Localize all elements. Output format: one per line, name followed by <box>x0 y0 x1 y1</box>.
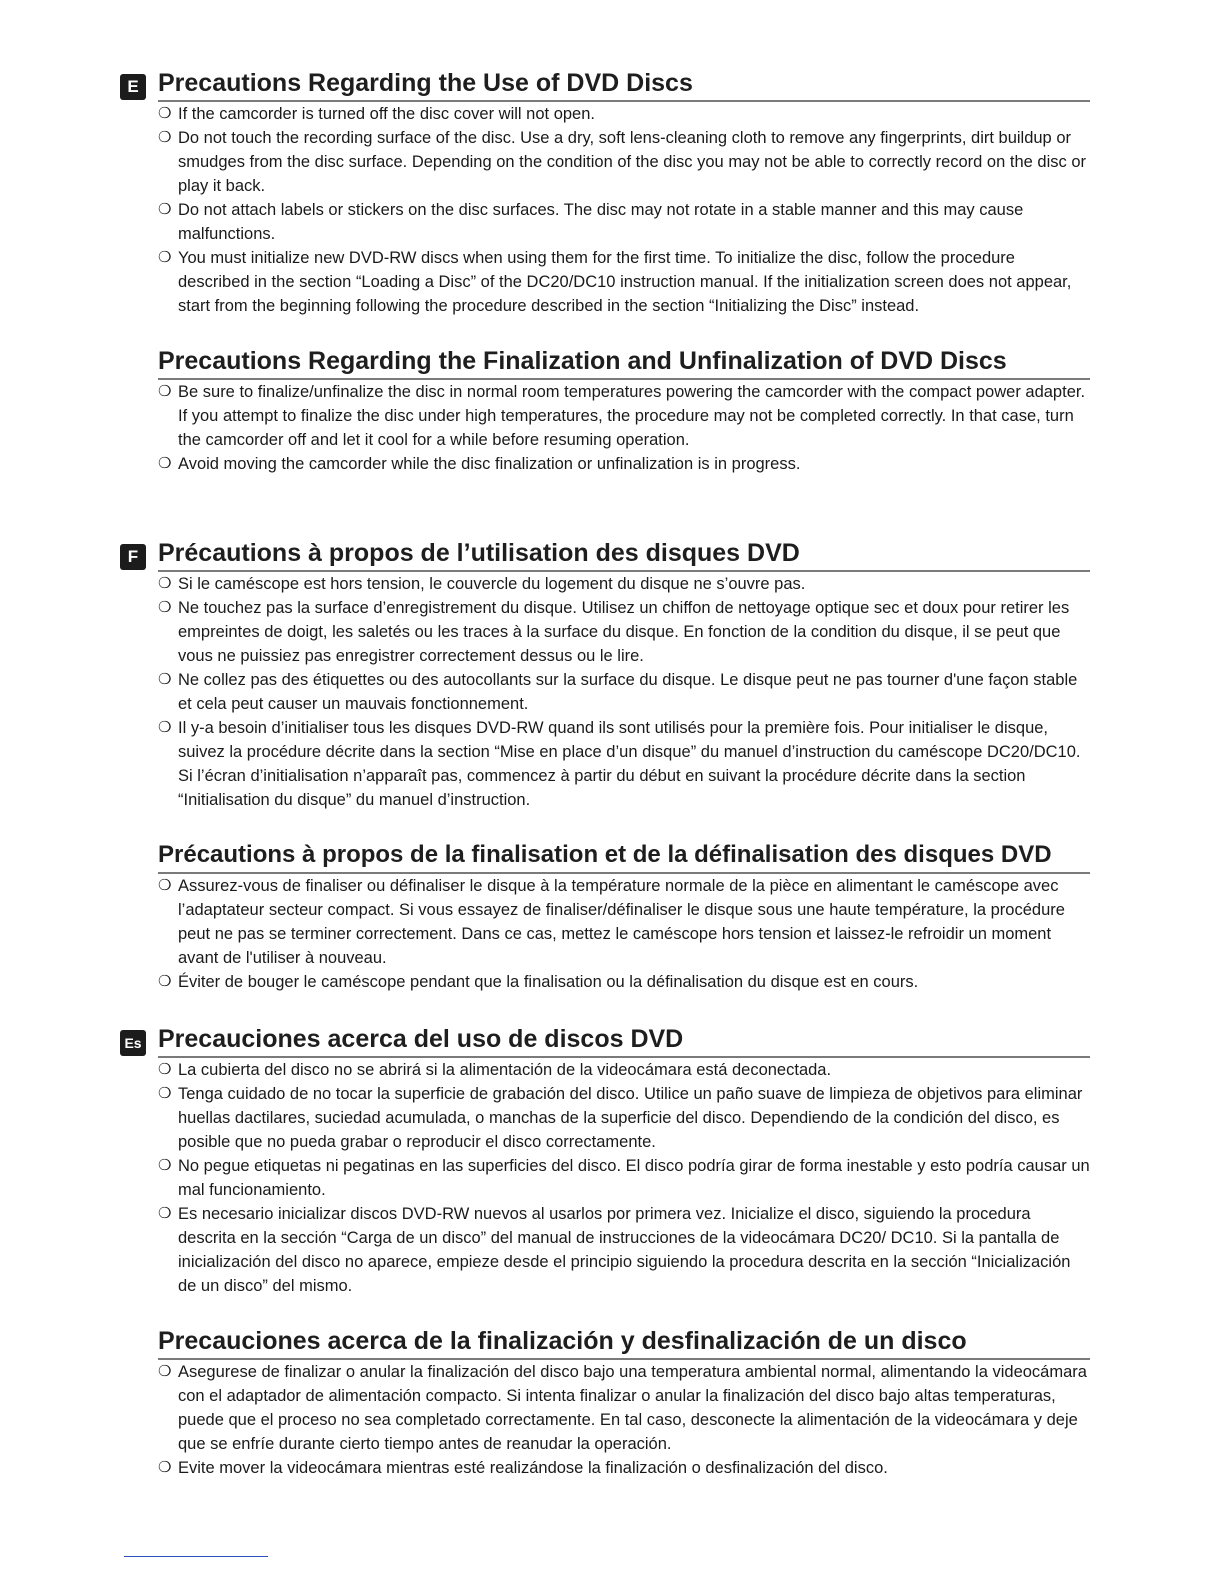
bullet-circle-icon: ❍ <box>158 973 172 990</box>
bullet-list <box>120 1058 1090 1298</box>
list-item-text: Es necesario inicializar discos DVD-RW nuevos al usarlos por primera vez. Inicialize el disco, siguiendo la procedura descrita en la sección “Carga de un disco” del manual de instrucciones de la videocámara DC20/ DC10. Si la pantalla de inicialización del disco no aparece, empieze desde el principio siguiendo la procedura descrita en la sección “Inicialización de un disco” del mismo. <box>178 1205 1071 1295</box>
heading-row <box>120 344 1090 380</box>
language-badge-french: F <box>120 544 146 570</box>
section-heading: Precautions Regarding the Finalization and Unfinalization of DVD Discs <box>158 344 1090 380</box>
list-item-text: No pegue etiquetas ni pegatinas en las superficies del disco. El disco podría girar de forma inestable y esto podría causar un mal funcionamiento. <box>178 1157 1090 1199</box>
section-english <box>120 66 1090 476</box>
language-badge-english: E <box>120 74 146 100</box>
bullet-circle-icon: ❍ <box>158 105 172 122</box>
bullet-list <box>120 1360 1090 1480</box>
bullet-circle-icon: ❍ <box>158 1459 172 1476</box>
list-item <box>158 668 1090 716</box>
list-item <box>158 596 1090 668</box>
list-item <box>158 572 1090 596</box>
list-item <box>158 1058 1090 1082</box>
list-item <box>158 246 1090 318</box>
list-item-text: Ne collez pas des étiquettes ou des autocollants sur la surface du disque. Le disque peut ne pas tourner d'une façon stable et cela peut causer un mauvais fonctionnement. <box>178 671 1078 713</box>
list-item <box>158 1082 1090 1154</box>
list-item-text: Do not attach labels or stickers on the disc surfaces. The disc may not rotate in a stable manner and this may cause malfunctions. <box>178 201 1024 243</box>
list-item-text: Do not touch the recording surface of the disc. Use a dry, soft lens-cleaning cloth to remove any fingerprints, dirt buildup or smudges from the disc surface. Depending on the condition of the disc you may not be able to correctly record on the disc or play it back. <box>178 129 1086 195</box>
list-item <box>158 1360 1090 1456</box>
language-badge-spanish: Es <box>120 1030 146 1056</box>
bullet-circle-icon: ❍ <box>158 201 172 218</box>
subsection-finalisation <box>120 838 1090 994</box>
bullet-circle-icon: ❍ <box>158 1061 172 1078</box>
section-spanish <box>120 1022 1090 1480</box>
bullet-circle-icon: ❍ <box>158 455 172 472</box>
heading-row <box>120 1022 1090 1058</box>
section-heading: Precauciones acerca de la finalización y desfinalización de un disco <box>158 1324 1090 1360</box>
list-item <box>158 452 1090 476</box>
section-heading: Precautions Regarding the Use of DVD Discs <box>158 66 1090 102</box>
list-item-text: Asegurese de finalizar o anular la finalización del disco bajo una temperatura ambiental normal, alimentando la videocámara con el adaptador de alimentación compacto. Si intenta finalizar o anular la finalización del disco bajo altas temperaturas, puede que el proceso no sea completado correctamente. En tal caso, desconecte la alimentación de la videocámara y deje que se enfríe durante cierto tiempo antes de reanudar la operación. <box>178 1363 1087 1453</box>
bullet-list <box>120 874 1090 994</box>
list-item-text: You must initialize new DVD-RW discs when using them for the first time. To initialize the disc, follow the procedure described in the section “Loading a Disc” of the DC20/DC10 instruction manual. If the initialization screen does not appear, start from the beginning following the procedure described in the section “Initializing the Disc” instead. <box>178 249 1072 315</box>
list-item-text: Ne touchez pas la surface d’enregistrement du disque. Utilisez un chiffon de nettoyage optique sec et doux pour retirer les empreintes de doigt, les saletés ou les traces à la surface du disque. En fonction de la condition du disque, il se peut que vous ne puissiez pas enregistrer correctement dessus ou le lire. <box>178 599 1070 665</box>
subsection-finalization <box>120 344 1090 476</box>
bullet-circle-icon: ❍ <box>158 575 172 592</box>
bullet-circle-icon: ❍ <box>158 877 172 894</box>
list-item-text: La cubierta del disco no se abrirá si la alimentación de la videocámara está deconectada. <box>178 1061 832 1079</box>
bullet-circle-icon: ❍ <box>158 129 172 146</box>
bullet-list <box>120 380 1090 476</box>
list-item-text: Avoid moving the camcorder while the disc finalization or unfinalization is in progress. <box>178 455 801 473</box>
footer-rule <box>124 1556 268 1557</box>
bullet-list <box>120 572 1090 812</box>
bullet-circle-icon: ❍ <box>158 719 172 736</box>
list-item-text: Il y-a besoin d’initialiser tous les disques DVD-RW quand ils sont utilisés pour la première fois. Pour initialiser le disque, suivez la procédure décrite dans la section “Mise en place d’un disque” du manuel d’instruction du caméscope DC20/DC10. Si l’écran d’initialisation n’apparaît pas, commencez à partir du début en suivant la procédure décrite dans la section “Initialisation du disque” du manuel d’instruction. <box>178 719 1081 809</box>
list-item <box>158 198 1090 246</box>
list-item <box>158 380 1090 452</box>
list-item-text: Éviter de bouger le caméscope pendant que la finalisation ou la définalisation du disque est en cours. <box>178 973 919 991</box>
heading-row <box>120 66 1090 102</box>
bullet-circle-icon: ❍ <box>158 383 172 400</box>
bullet-circle-icon: ❍ <box>158 1205 172 1222</box>
bullet-circle-icon: ❍ <box>158 249 172 266</box>
heading-row <box>120 1324 1090 1360</box>
section-french <box>120 536 1090 994</box>
list-item-text: Be sure to finalize/unfinalize the disc in normal room temperatures powering the camcorder with the compact power adapter. If you attempt to finalize the disc under high temperatures, the procedure may not be completed correctly. In that case, turn the camcorder off and let it cool for a while before resuming operation. <box>178 383 1086 449</box>
list-item-text: Si le caméscope est hors tension, le couvercle du logement du disque ne s’ouvre pas. <box>178 575 806 593</box>
heading-row <box>120 838 1090 874</box>
list-item <box>158 102 1090 126</box>
list-item <box>158 1202 1090 1298</box>
bullet-circle-icon: ❍ <box>158 671 172 688</box>
list-item <box>158 970 1090 994</box>
list-item <box>158 1154 1090 1202</box>
list-item <box>158 716 1090 812</box>
heading-row <box>120 536 1090 572</box>
list-item-text: Tenga cuidado de no tocar la superficie de grabación del disco. Utilice un paño suave de limpieza de objetivos para eliminar huellas dactilares, suciedad acumulada, o manchas de la superficie del disco. Dependiendo de la condición del disco, es posible que no pueda grabar o reproducir el disco correctamente. <box>178 1085 1083 1151</box>
bullet-circle-icon: ❍ <box>158 599 172 616</box>
list-item-text: Evite mover la videocámara mientras esté realizándose la finalización o desfinalización del disco. <box>178 1459 888 1477</box>
bullet-circle-icon: ❍ <box>158 1157 172 1174</box>
list-item-text: Assurez-vous de finaliser ou définaliser le disque à la température normale de la pièce en alimentant le caméscope avec l’adaptateur secteur compact. Si vous essayez de finaliser/définaliser le disque sous une haute température, la procédure peut ne pas se terminer correctement. Dans ce cas, mettez le caméscope hors tension et laissez-le refroidir un moment avant de l'utiliser à nouveau. <box>178 877 1065 967</box>
list-item <box>158 1456 1090 1480</box>
list-item-text: If the camcorder is turned off the disc cover will not open. <box>178 105 595 123</box>
list-item <box>158 874 1090 970</box>
bullet-circle-icon: ❍ <box>158 1085 172 1102</box>
list-item <box>158 126 1090 198</box>
bullet-list <box>120 102 1090 318</box>
section-heading: Précautions à propos de la finalisation et de la définalisation des disques DVD <box>158 838 1090 874</box>
section-heading: Precauciones acerca del uso de discos DVD <box>158 1022 1090 1058</box>
subsection-finalizacion <box>120 1324 1090 1480</box>
bullet-circle-icon: ❍ <box>158 1363 172 1380</box>
section-heading: Précautions à propos de l’utilisation des disques DVD <box>158 536 1090 572</box>
